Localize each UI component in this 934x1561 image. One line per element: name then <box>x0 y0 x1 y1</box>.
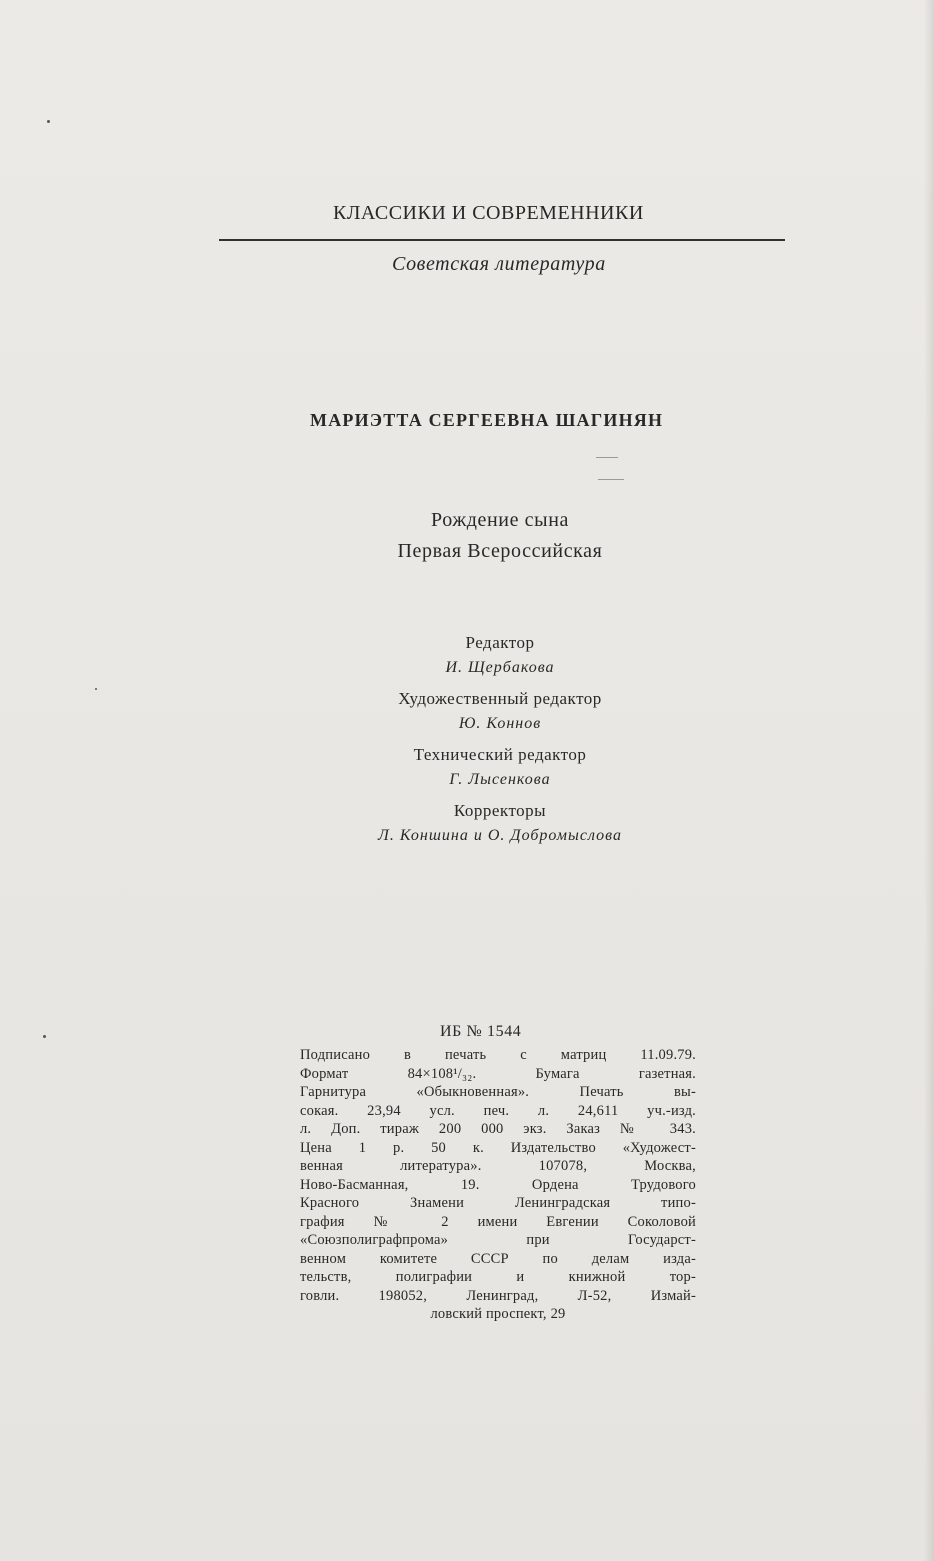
series-rule <box>219 239 785 241</box>
credit-names: Г. Лысенкова <box>449 771 551 788</box>
imprint-line: «Союзполиграфпрома» при Государст- <box>300 1232 696 1248</box>
author-name: МАРИЭТТА СЕРГЕЕВНА ШАГИНЯН <box>310 410 664 430</box>
credit-role: Технический редактор <box>413 745 587 764</box>
imprint-line: Красного Знамени Ленинградская типо- <box>300 1195 696 1211</box>
imprint-line: Ново-Басманная, 19. Ордена Трудового <box>300 1176 696 1193</box>
credit-entry <box>300 742 700 792</box>
credit-role: Редактор <box>465 633 535 652</box>
imprint-line: ловский проспект, 29 <box>430 1306 566 1322</box>
credit-entry <box>300 798 700 848</box>
credits-list <box>300 630 700 854</box>
work-title: Рождение сына <box>431 509 569 531</box>
series-subtitle: Советская литература <box>392 253 606 275</box>
paper-speck <box>95 688 97 690</box>
ib-number: ИБ № 1544 <box>440 1023 522 1040</box>
imprint-line: л. Доп. тираж 200 000 экз. Заказ № 343. <box>300 1121 696 1137</box>
page-edge-shadow <box>924 0 934 1561</box>
credit-names: Л. Коншина и О. Добромыслова <box>378 827 622 844</box>
imprint-line: венном комитете СССР по делам изда- <box>300 1250 696 1267</box>
series-title: КЛАССИКИ И СОВРЕМЕННИКИ <box>333 202 644 224</box>
decorative-dash <box>598 479 624 480</box>
imprint-line: венная литература». 107078, Москва, <box>300 1158 696 1174</box>
imprint-line: тельств, полиграфии и книжной тор- <box>300 1269 696 1285</box>
work-title: Первая Всероссийская <box>397 540 603 562</box>
paper-speck <box>47 120 50 123</box>
imprint-line: Цена 1 р. 50 к. Издательство «Художест- <box>300 1139 696 1156</box>
imprint-block <box>300 1046 696 1324</box>
imprint-line: сокая. 23,94 усл. печ. л. 24,611 уч.-изд. <box>300 1102 696 1119</box>
credit-entry <box>300 630 700 680</box>
imprint-line: Формат 84×108¹/₃₂. Бумага газетная. <box>300 1065 696 1082</box>
credit-names: Ю. Коннов <box>458 715 542 732</box>
imprint-line: Подписано в печать с матриц 11.09.79. <box>300 1047 696 1063</box>
decorative-dash <box>596 457 618 458</box>
credit-names: И. Щербакова <box>445 659 555 676</box>
imprint-line: графия № 2 имени Евгении Соколовой <box>300 1213 696 1230</box>
imprint-line: говли. 198052, Ленинград, Л-52, Измай- <box>300 1287 696 1304</box>
works-list <box>330 505 670 567</box>
credit-entry <box>300 686 700 736</box>
imprint-line: Гарнитура «Обыкновенная». Печать вы- <box>300 1084 696 1100</box>
credit-role: Корректоры <box>453 801 547 820</box>
credit-role: Художественный редактор <box>398 689 602 708</box>
paper-speck <box>43 1035 46 1038</box>
